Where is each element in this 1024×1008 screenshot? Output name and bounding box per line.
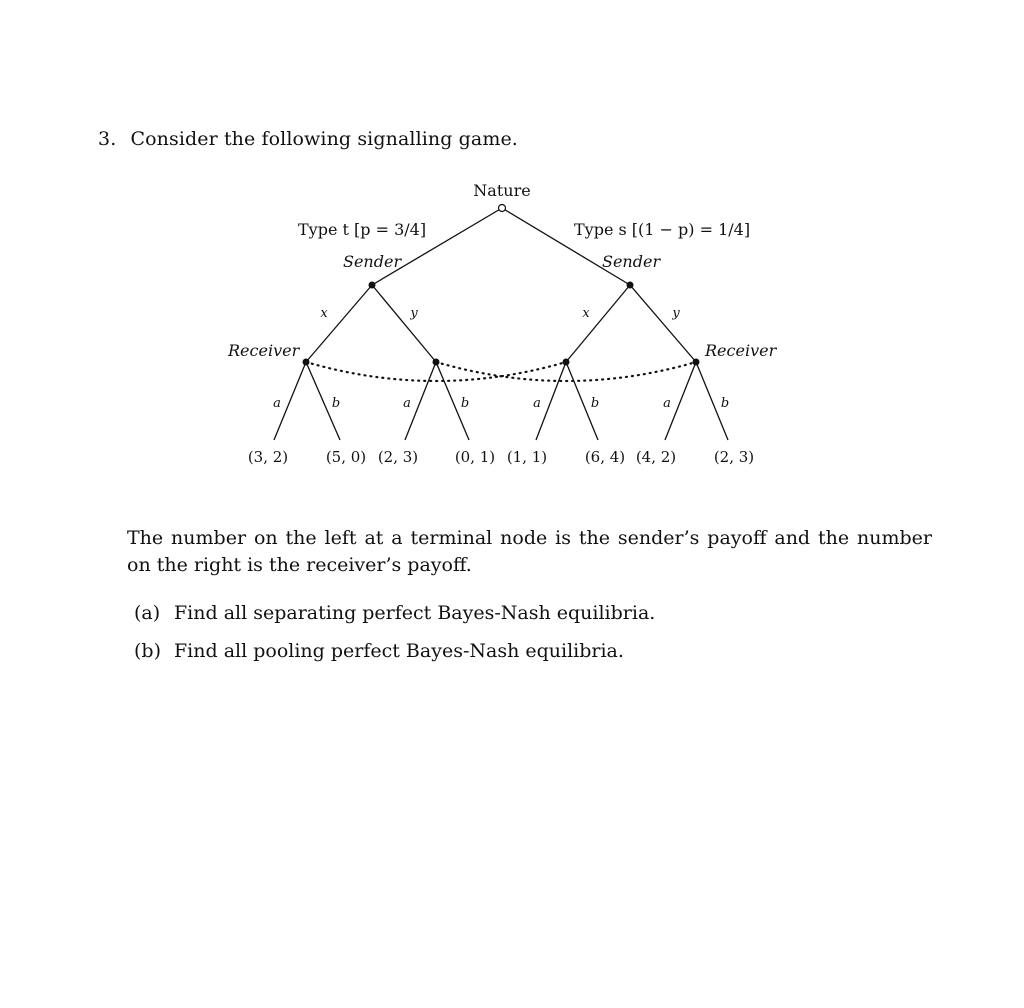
payoff-4: (0, 1) <box>454 448 496 466</box>
explanation-paragraph: The number on the left at a terminal node is the sender’s payoff and the number on the right is the receiver’s payoff. <box>127 527 932 576</box>
move-x-right: x <box>582 306 590 321</box>
resp-a-2: a <box>403 396 411 411</box>
resp-b-1: b <box>331 396 341 411</box>
resp-b-2: b <box>460 396 470 411</box>
type-s-label: Type s [(1 − p) = 1/4] <box>574 220 751 239</box>
move-y-left: y <box>410 306 418 321</box>
edge-sender-s-x <box>566 285 630 362</box>
sender-node-s <box>627 282 634 289</box>
part-b-label: (b) <box>134 640 161 662</box>
part-a-label: (a) <box>134 602 161 624</box>
receiver-label-right: Receiver <box>705 341 777 360</box>
payoff-2: (5, 0) <box>325 448 367 466</box>
receiver-node-1 <box>303 359 310 366</box>
payoff-6: (6, 4) <box>584 448 626 466</box>
resp-a-4: a <box>663 396 671 411</box>
resp-a-1: a <box>273 396 281 411</box>
payoff-7: (4, 2) <box>635 448 677 466</box>
payoff-8: (2, 3) <box>713 448 755 466</box>
payoff-1: (3, 2) <box>247 448 289 466</box>
sender-label-right: Sender <box>602 252 661 271</box>
part-b-text: Find all pooling perfect Bayes-Nash equilibria. <box>174 640 624 662</box>
sender-node-t <box>369 282 376 289</box>
edge-sender-t-x <box>306 285 372 362</box>
receiver-node-4 <box>693 359 700 366</box>
receiver-node-3 <box>563 359 570 366</box>
nature-node <box>499 205 506 212</box>
question-number: 3. <box>98 128 117 150</box>
type-t-label: Type t [p = 3/4] <box>298 220 427 239</box>
payoff-5: (1, 1) <box>506 448 548 466</box>
receiver-label-left: Receiver <box>228 341 300 360</box>
resp-b-4: b <box>720 396 730 411</box>
move-y-right: y <box>672 306 680 321</box>
question-prompt: Consider the following signalling game. <box>130 128 518 150</box>
move-x-left: x <box>320 306 328 321</box>
resp-a-3: a <box>533 396 541 411</box>
part-a <box>134 600 655 638</box>
edge-sender-s-y <box>630 285 696 362</box>
part-b <box>134 638 655 676</box>
part-a-text: Find all separating perfect Bayes-Nash equilibria. <box>174 602 656 624</box>
nature-label: Nature <box>473 181 531 200</box>
question-parts <box>134 600 655 676</box>
payoff-3: (2, 3) <box>377 448 419 466</box>
receiver-node-2 <box>433 359 440 366</box>
sender-label-left: Sender <box>343 252 402 271</box>
resp-b-3: b <box>590 396 600 411</box>
edge-sender-t-y <box>372 285 436 362</box>
